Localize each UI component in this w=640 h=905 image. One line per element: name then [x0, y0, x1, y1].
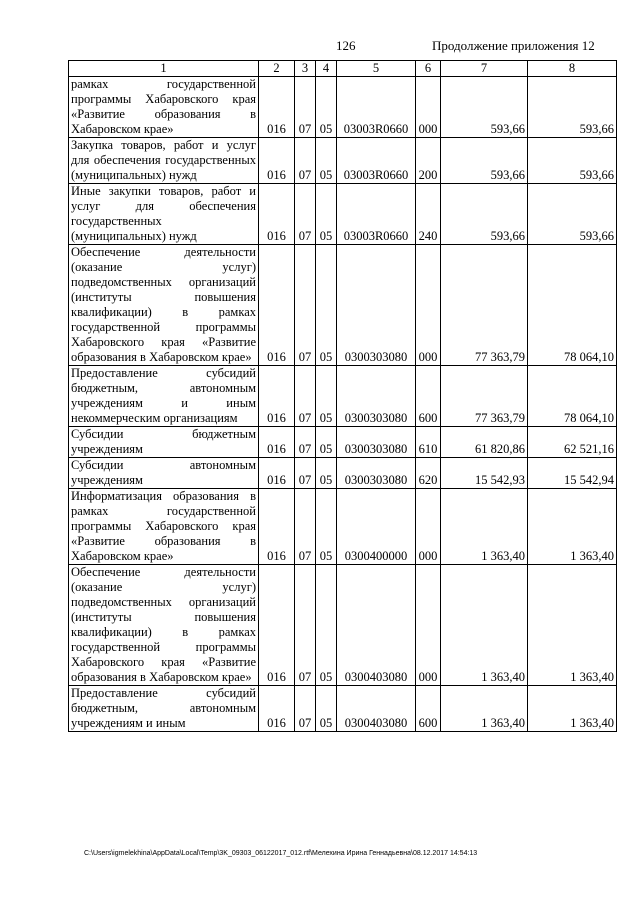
section-code: 07	[295, 686, 316, 732]
column-header: 6	[416, 61, 441, 77]
column-header: 1	[69, 61, 259, 77]
section-code: 07	[295, 565, 316, 686]
subsection-code: 05	[316, 77, 337, 138]
table-row	[69, 565, 617, 686]
expense-type-code: 610	[416, 427, 441, 458]
page-number: 126	[336, 38, 356, 53]
row-description: Закупка товаров, работ и услуг для обеспечения государственных (муниципальных) нужд	[69, 138, 259, 184]
row-description: Предоставление субсидий бюджетным, автономным учреждениям и иным некоммерческим организациям	[69, 366, 259, 427]
subsection-code: 05	[316, 458, 337, 489]
target-article-code: 0300400000	[337, 489, 416, 565]
table-row	[69, 138, 617, 184]
column-header: 7	[441, 61, 528, 77]
amount-year-1: 77 363,79	[441, 245, 528, 366]
row-description: Иные закупки товаров, работ и услуг для обеспечения государственных (муниципальных) нужд	[69, 184, 259, 245]
subsection-code: 05	[316, 489, 337, 565]
table-row	[69, 366, 617, 427]
expense-type-code: 600	[416, 686, 441, 732]
ministry-code: 016	[259, 489, 295, 565]
ministry-code: 016	[259, 458, 295, 489]
expense-type-code: 000	[416, 565, 441, 686]
table-row	[69, 458, 617, 489]
subsection-code: 05	[316, 427, 337, 458]
amount-year-1: 593,66	[441, 184, 528, 245]
table-header-row	[69, 61, 617, 77]
row-description: Субсидии бюджетным учреждениям	[69, 427, 259, 458]
amount-year-1: 1 363,40	[441, 565, 528, 686]
expense-type-code: 600	[416, 366, 441, 427]
expense-type-code: 620	[416, 458, 441, 489]
amount-year-1: 1 363,40	[441, 686, 528, 732]
file-path-footer: C:\Users\igmelekhina\AppData\Local\Temp\3K_09303_06122017_012.rtf\Мелехина Ирина Геннадьевна\08.12.2017 14:54:13	[84, 850, 478, 857]
row-description: Субсидии автономным учреждениям	[69, 458, 259, 489]
table-row	[69, 489, 617, 565]
subsection-code: 05	[316, 686, 337, 732]
amount-year-1: 61 820,86	[441, 427, 528, 458]
amount-year-2: 1 363,40	[528, 489, 617, 565]
continuation-title: Продолжение приложения 12	[432, 38, 595, 53]
amount-year-2: 62 521,16	[528, 427, 617, 458]
column-header: 4	[316, 61, 337, 77]
subsection-code: 05	[316, 245, 337, 366]
table-row	[69, 427, 617, 458]
amount-year-1: 593,66	[441, 138, 528, 184]
table-row	[69, 245, 617, 366]
column-header: 8	[528, 61, 617, 77]
amount-year-2: 15 542,94	[528, 458, 617, 489]
ministry-code: 016	[259, 686, 295, 732]
column-header: 2	[259, 61, 295, 77]
target-article-code: 0300403080	[337, 565, 416, 686]
target-article-code: 0300403080	[337, 686, 416, 732]
ministry-code: 016	[259, 184, 295, 245]
target-article-code: 0300303080	[337, 458, 416, 489]
row-description: Информатизация образования в рамках государственной программы Хабаровского края «Развитие образования в Хабаровском крае»	[69, 489, 259, 565]
table-row	[69, 184, 617, 245]
table-row	[69, 77, 617, 138]
table-row	[69, 686, 617, 732]
section-code: 07	[295, 489, 316, 565]
ministry-code: 016	[259, 427, 295, 458]
amount-year-1: 77 363,79	[441, 366, 528, 427]
amount-year-2: 593,66	[528, 184, 617, 245]
section-code: 07	[295, 184, 316, 245]
row-description: рамках государственной программы Хабаровского края «Развитие образования в Хабаровском крае»	[69, 77, 259, 138]
section-code: 07	[295, 427, 316, 458]
ministry-code: 016	[259, 366, 295, 427]
target-article-code: 03003R0660	[337, 138, 416, 184]
amount-year-2: 593,66	[528, 138, 617, 184]
ministry-code: 016	[259, 245, 295, 366]
row-description: Обеспечение деятельности (оказание услуг) подведомственных организаций (институты повышения квалификации) в рамках государственной программы Хабаровского края «Развитие образования в Хабаровском крае»	[69, 565, 259, 686]
expense-type-code: 200	[416, 138, 441, 184]
subsection-code: 05	[316, 366, 337, 427]
expense-type-code: 000	[416, 77, 441, 138]
budget-table	[68, 60, 617, 732]
expense-type-code: 240	[416, 184, 441, 245]
amount-year-1: 593,66	[441, 77, 528, 138]
section-code: 07	[295, 245, 316, 366]
amount-year-1: 15 542,93	[441, 458, 528, 489]
amount-year-2: 593,66	[528, 77, 617, 138]
amount-year-2: 1 363,40	[528, 686, 617, 732]
ministry-code: 016	[259, 565, 295, 686]
amount-year-1: 1 363,40	[441, 489, 528, 565]
column-header: 3	[295, 61, 316, 77]
subsection-code: 05	[316, 565, 337, 686]
column-header: 5	[337, 61, 416, 77]
row-description: Предоставление субсидий бюджетным, автономным учреждениям и иным	[69, 686, 259, 732]
amount-year-2: 78 064,10	[528, 245, 617, 366]
section-code: 07	[295, 77, 316, 138]
expense-type-code: 000	[416, 245, 441, 366]
target-article-code: 0300303080	[337, 245, 416, 366]
amount-year-2: 1 363,40	[528, 565, 617, 686]
row-description: Обеспечение деятельности (оказание услуг) подведомственных организаций (институты повышения квалификации) в рамках государственной программы Хабаровского края «Развитие образования в Хабаровском крае»	[69, 245, 259, 366]
expense-type-code: 000	[416, 489, 441, 565]
subsection-code: 05	[316, 184, 337, 245]
target-article-code: 03003R0660	[337, 184, 416, 245]
section-code: 07	[295, 458, 316, 489]
section-code: 07	[295, 366, 316, 427]
amount-year-2: 78 064,10	[528, 366, 617, 427]
target-article-code: 0300303080	[337, 366, 416, 427]
subsection-code: 05	[316, 138, 337, 184]
ministry-code: 016	[259, 77, 295, 138]
ministry-code: 016	[259, 138, 295, 184]
target-article-code: 0300303080	[337, 427, 416, 458]
section-code: 07	[295, 138, 316, 184]
target-article-code: 03003R0660	[337, 77, 416, 138]
